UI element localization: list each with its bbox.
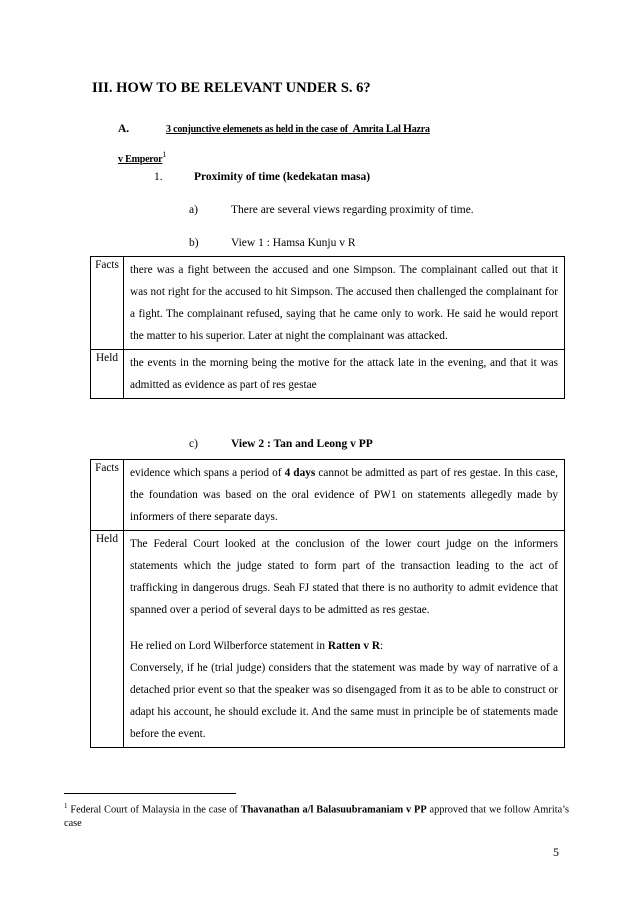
facts-label: Facts xyxy=(91,257,124,350)
section-heading: III. HOW TO BE RELEVANT UNDER S. 6? xyxy=(92,80,371,96)
held-text xyxy=(124,531,565,748)
facts-label: Facts xyxy=(91,460,124,531)
facts-text: there was a fight between the accused and one Simpson. The complainant called out that it was not right for the accused to hit Simpson. The accused then challenged the complainant for a fight. The complainant refused, saying that he came only to work. He said he would report the matter to his superior. Later at night the complainant was attacked. xyxy=(124,257,565,350)
item-a-text: There are several views regarding proximity of time. xyxy=(231,204,474,216)
subsection-title: 3 conjunctive elemenets as held in the case of Amrita Lal Hazra v Emperor xyxy=(118,123,430,165)
item-a xyxy=(189,204,474,216)
table-row xyxy=(91,350,565,399)
footnote-reference[interactable]: 1 xyxy=(162,150,167,159)
item-1 xyxy=(154,171,370,183)
item-a-number: a) xyxy=(189,204,198,216)
page-number: 5 xyxy=(553,845,559,859)
item-c-text: View 2 : Tan and Leong v PP xyxy=(231,438,373,450)
table-row xyxy=(91,460,565,531)
held-text: the events in the morning being the motive for the attack late in the evening, and that it was admitted as evidence as part of res gestae xyxy=(124,350,565,399)
footnote-number: 1 xyxy=(64,802,68,810)
item-b-text: View 1 : Hamsa Kunju v R xyxy=(231,237,356,249)
footnote-divider xyxy=(64,793,236,794)
item-1-number: 1. xyxy=(154,171,163,183)
facts-text: evidence which spans a period of 4 days cannot be admitted as part of res gestae. In this case, the foundation was based on the oral evidence of PW1 on statements allegedly made by informers of there separate days. xyxy=(124,460,565,531)
held-paragraph-3: Conversely, if he (trial judge) considers that the statement was made by way of narrative of a detached prior event so that the speaker was so disengaged from it as to be able to construct or adapt his account, he should exclude it. And the same must in principle be of statements made before the event. xyxy=(130,662,558,740)
item-c-number: c) xyxy=(189,438,198,450)
item-1-text: Proximity of time (kedekatan masa) xyxy=(194,171,371,183)
held-paragraph-1: The Federal Court looked at the conclusion of the lower court judge on the informers statements which the judge stated to form part of the transaction leading to the act of trafficking in dangerous drugs. Seah FJ stated that there is no authority to admit evidence that spanned over a period of several days to be admitted as res gestae. xyxy=(130,538,558,616)
item-b xyxy=(189,237,356,249)
case-table-2 xyxy=(90,459,565,748)
held-paragraph-2: He relied on Lord Wilberforce statement in Ratten v R: xyxy=(130,640,384,652)
item-b-number: b) xyxy=(189,237,199,249)
item-c xyxy=(189,438,373,450)
case-table-1 xyxy=(90,256,565,399)
table-row xyxy=(91,257,565,350)
subsection-label: A. xyxy=(118,123,130,135)
table-row xyxy=(91,531,565,748)
footnote: $^1$ Federal Court of Malaysia in the case of Thavanathan a/l Balasuubramaniam v PP approved that we follow Amrita’s case xyxy=(64,802,570,830)
held-label: Held xyxy=(91,531,124,748)
held-label: Held xyxy=(91,350,124,399)
subsection-heading xyxy=(118,117,563,172)
